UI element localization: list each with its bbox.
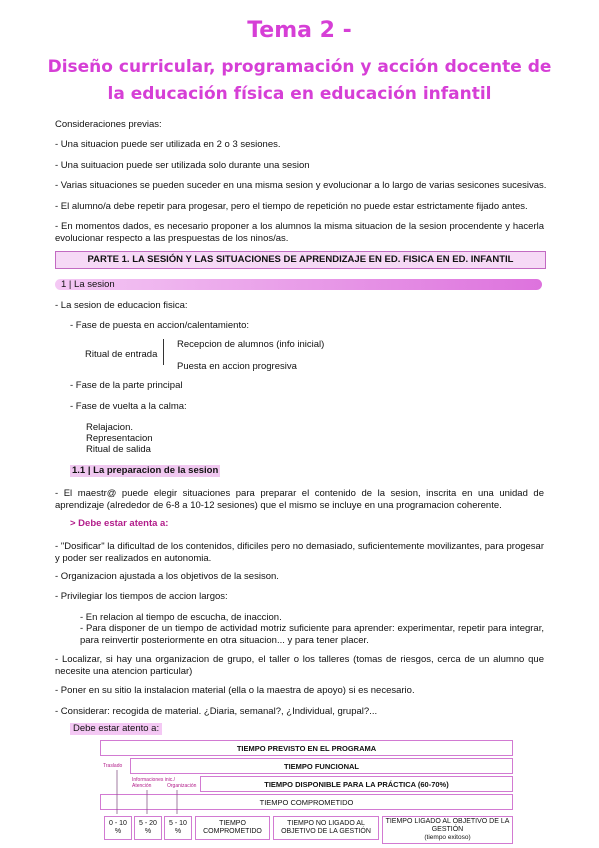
bullet-item: - Localizar, si hay una organizacion de grupo, el taller o los talleres (tomas de riesgos, cerca de un alumno que necesite una atencion particular) xyxy=(55,654,544,677)
cell-no-ligado: TIEMPO NO LIGADO AL OBJETIVO DE LA GESTIÓN xyxy=(273,816,379,840)
page-subtitle xyxy=(0,54,599,108)
bullet-item: - Considerar: recogida de material. ¿Diaria, semanal?, ¿Individual, grupal?... xyxy=(55,706,378,717)
section-heading-1: 1 | La sesion xyxy=(55,279,542,290)
diagram-arrows xyxy=(100,760,200,815)
considerations-heading: Consideraciones previas: xyxy=(55,119,162,130)
diagram-row-disponible: TIEMPO DISPONIBLE PARA LA PRÁCTICA (60-70%) xyxy=(200,776,513,792)
attention-label: > Debe estar atenta a: xyxy=(70,518,169,529)
consideration-item: - El alumno/a debe repetir para progesar, pero el tiempo de repetición no puede estar estrictamente fijado antes. xyxy=(55,201,528,212)
cell-info-pct: 5 - 20 % xyxy=(134,816,162,840)
page-title: Tema 2 - xyxy=(247,18,352,43)
phase-calm: - Fase de vuelta a la calma: xyxy=(70,401,187,412)
sub-bullet-item: - En relacion al tiempo de escucha, de inaccion. xyxy=(80,612,282,623)
ritual-item: Recepcion de alumnos (info inicial) xyxy=(177,339,325,350)
ritual-label: Ritual de entrada xyxy=(85,349,158,360)
subtitle-line-1: Diseño curricular, programación y acción docente de xyxy=(47,57,552,77)
section-heading-1-1: 1.1 | La preparacion de la sesion xyxy=(72,465,219,476)
section-intro: - La sesion de educacion fisica: xyxy=(55,300,188,311)
phase-warmup: - Fase de puesta en accion/calentamiento: xyxy=(70,320,250,331)
bracket xyxy=(163,339,172,365)
section-intro: - El maestr@ puede elegir situaciones para preparar el contenido de la sesion, inscrita en una unidad de aprendizaje (alrededor de 6-8 a 10-12 sesiones) que el mismo se incluye en una programacion coherente. xyxy=(55,488,544,511)
sub-bullet-item: - Para disponer de un tiempo de actividad motriz suficiente para aprender: experimentar, repetir para integrar, para reinvertir posteriormente en otra situacion... y para tener placer. xyxy=(80,623,544,646)
bullet-item: - Privilegiar los tiempos de accion largos: xyxy=(55,591,228,602)
calm-item: Ritual de salida xyxy=(86,444,151,455)
consideration-item: - Una suituacion puede ser utilizada solo durante una sesion xyxy=(55,160,310,171)
calm-item: Relajacion. xyxy=(86,422,133,433)
cell-ligado xyxy=(382,816,513,844)
consideration-item: - Varias situaciones se pueden suceder en una misma sesion y evolucionar a lo largo de varias sesicones sucesivas. xyxy=(55,180,547,191)
bullet-item: - "Dosificar" la dificultad de los contenidos, dificiles pero no demasiado, suficientemente movilizantes, para progesar y poder ser realizados en autonomia. xyxy=(55,541,544,564)
cell-traslado-pct: 0 - 10 % xyxy=(104,816,132,840)
calm-item: Representacion xyxy=(86,433,153,444)
label-organizacion: Organización xyxy=(167,783,197,789)
cell-ligado-note: (tiempo exitoso) xyxy=(424,834,471,841)
consideration-item: - En momentos dados, es necesario proponer a los alumnos la misma situacion de la sesion procendente y hacerla evolucionar respecto a las prespuestas de los ninos/as. xyxy=(55,221,544,244)
part-heading: PARTE 1. LA SESIÓN Y LAS SITUACIONES DE APRENDIZAJE EN ED. FISICA EN ED. INFANTIL xyxy=(55,251,546,269)
cell-organizacion-pct: 5 - 10 % xyxy=(164,816,192,840)
diagram-row-programa: TIEMPO PREVISTO EN EL PROGRAMA xyxy=(100,740,513,756)
cell-comprometido: TIEMPO COMPROMETIDO xyxy=(195,816,270,840)
ritual-item: Puesta en accion progresiva xyxy=(177,361,297,372)
cell-ligado-label: TIEMPO LIGADO AL OBJETIVO DE LA GESTIÓN xyxy=(385,818,510,833)
phase-main: - Fase de la parte principal xyxy=(70,380,183,391)
consideration-item: - Una situacion puede ser utilizada en 2 o 3 sesiones. xyxy=(55,139,281,150)
subtitle-line-2: la educación física en educación infantil xyxy=(107,84,492,104)
label-traslado: Traslado xyxy=(103,763,123,769)
bullet-item: - Poner en su sitio la instalacion material (ella o la maestra de apoyo) si es necesario. xyxy=(55,685,415,696)
bullet-item: - Organizacion ajustada a los objetivos de la sesison. xyxy=(55,571,279,582)
diagram-row-funcional: TIEMPO FUNCIONAL xyxy=(130,758,513,774)
attention-label-2: Debe estar atento a: xyxy=(70,723,162,735)
label-info: Informaciones inic./ Atención xyxy=(132,777,176,789)
diagram-row-comprometido: TIEMPO COMPROMETIDO xyxy=(100,794,513,810)
